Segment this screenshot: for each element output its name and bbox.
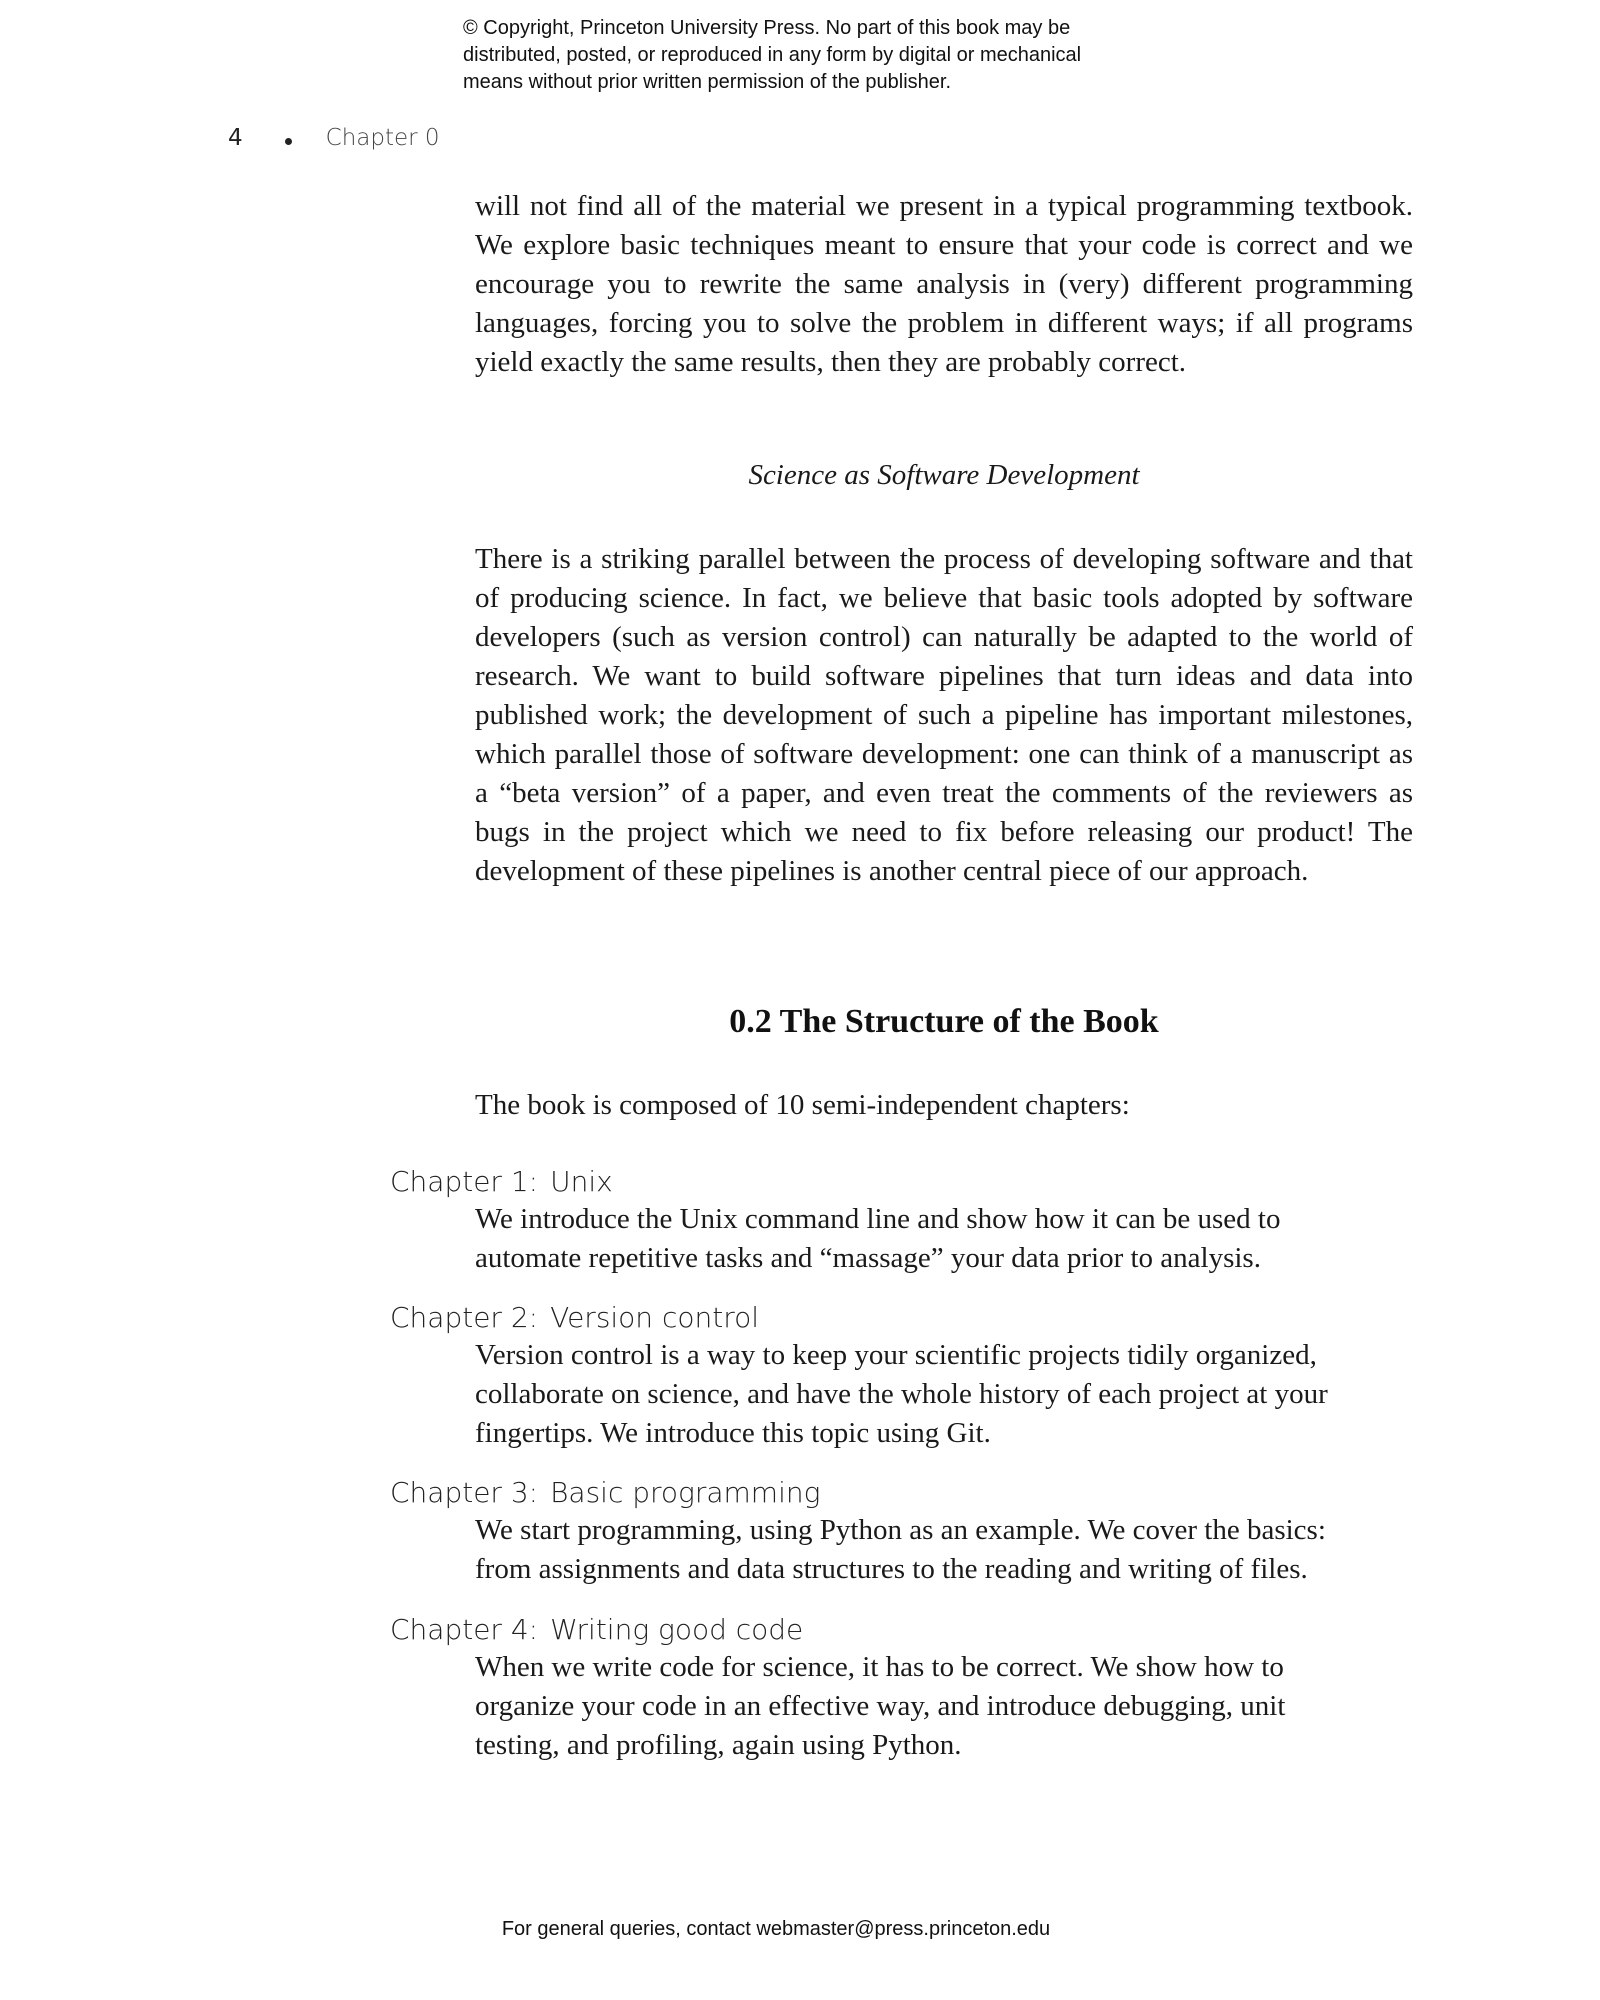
- chapter-description-line: from assignments and data structures to the reading and writing of files.: [475, 1553, 1308, 1585]
- copyright-notice: [463, 15, 1223, 96]
- chapter-description-line: automate repetitive tasks and “massage” your data prior to analysis.: [475, 1242, 1261, 1274]
- chapter-label: Chapter 1:: [390, 1165, 539, 1198]
- chapter-description-line: organize your code in an effective way, and introduce debugging, unit: [475, 1690, 1286, 1722]
- chapter-description-line: When we write code for science, it has to be correct. We show how to: [475, 1651, 1284, 1683]
- chapter-heading: [390, 1299, 1328, 1336]
- copyright-line: means without prior written permission of the publisher.: [463, 71, 952, 93]
- chapter-description: [475, 1200, 1280, 1278]
- section-heading: 0.2 The Structure of the Book: [729, 1003, 1159, 1040]
- footer: [0, 1918, 1600, 1941]
- chapter-description-line: fingertips. We introduce this topic using Git.: [475, 1417, 991, 1449]
- chapter-entry: [390, 1163, 1280, 1278]
- chapter-entry: [390, 1299, 1328, 1453]
- copyright-line: distributed, posted, or reproduced in any form by digital or mechanical: [463, 44, 1082, 66]
- chapter-title: Version control: [550, 1301, 760, 1334]
- chapter-entry: [390, 1611, 1285, 1765]
- chapter-title: Writing good code: [550, 1613, 804, 1646]
- chapter-description-line: We introduce the Unix command line and show how it can be used to: [475, 1203, 1281, 1235]
- chapter-description: [475, 1336, 1328, 1453]
- chapter-label: Chapter 4:: [390, 1613, 539, 1646]
- copyright-line: © Copyright, Princeton University Press. No part of this book may be: [463, 17, 1071, 39]
- chapter-description-line: Version control is a way to keep your scientific projects tidily organized,: [475, 1339, 1317, 1371]
- chapter-label: Chapter 3:: [390, 1476, 539, 1509]
- running-head-chapter: Chapter 0: [325, 125, 440, 151]
- paragraph-structure-intro: The book is composed of 10 semi-independent chapters:: [475, 1089, 1130, 1121]
- chapter-title: Basic programming: [550, 1476, 821, 1509]
- footer-contact: For general queries, contact webmaster@press.princeton.edu: [501, 1918, 1051, 1940]
- chapter-heading: [390, 1611, 1285, 1648]
- chapter-label: Chapter 2:: [390, 1301, 539, 1334]
- chapter-description: [475, 1648, 1285, 1765]
- chapter-entry: [390, 1474, 1326, 1589]
- paragraph-science-as-software: There is a striking parallel between the process of developing software and that of producing science. In fact, we believe that basic tools adopted by software developers (such as version control) can naturally be adapted to the world of research. We want to build software pipelines that turn ideas and data into published work; the development of such a pipeline has important milestones, which parallel those of software development: one can think of a manuscript as a “beta version” of a paper, and even treat the comments of the reviewers as bugs in the project which we need to fix before releasing our product! The development of these pipelines is another central piece of our approach.: [475, 543, 1413, 887]
- chapter-heading: [390, 1163, 1280, 1200]
- subsection-title: Science as Software Development: [748, 459, 1140, 491]
- bullet-separator: [285, 138, 292, 145]
- chapter-description-line: We start programming, using Python as an example. We cover the basics:: [475, 1514, 1326, 1546]
- chapter-title: Unix: [550, 1165, 613, 1198]
- chapter-description: [475, 1511, 1326, 1589]
- chapter-heading: [390, 1474, 1326, 1511]
- page-number: 4: [228, 125, 243, 151]
- running-head: [228, 125, 440, 151]
- chapter-description-line: collaborate on science, and have the whole history of each project at your: [475, 1378, 1328, 1410]
- chapter-description-line: testing, and profiling, again using Python.: [475, 1729, 962, 1761]
- paragraph-intro-continuation: will not find all of the material we present in a typical programming textbook. We explore basic techniques meant to ensure that your code is correct and we encourage you to rewrite the same analysis in (very) different programming languages, forcing you to solve the problem in different ways; if all programs yield exactly the same results, then they are probably correct.: [475, 190, 1413, 378]
